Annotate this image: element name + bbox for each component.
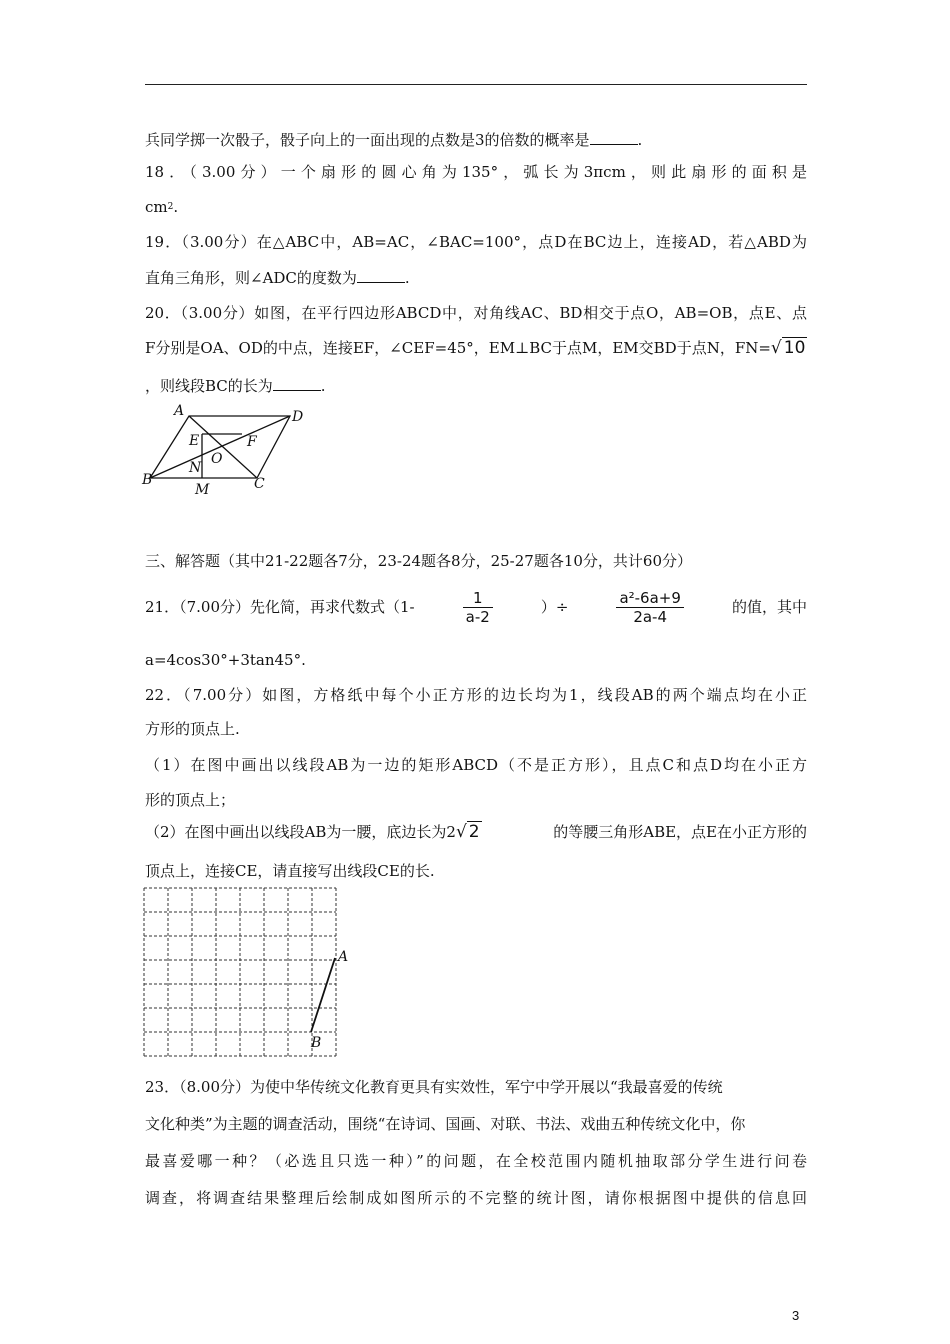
fraction-1: $\frac{1}{a-2}$ xyxy=(463,589,493,626)
segment-ab xyxy=(311,958,335,1032)
question-23-line3: 最喜爱哪一种？（必选且只选一种）”的问题，在全校范围内随机抽取部分学生进行问卷 xyxy=(145,1152,807,1170)
fraction-2: $\frac{\text{a²-6a+9}}{2a-4}$ xyxy=(616,589,683,626)
label-m: M xyxy=(195,482,210,498)
answer-blank xyxy=(590,130,638,145)
label-c: C xyxy=(254,476,265,492)
question-19-cont: 直角三角形，则∠ADC的度数为 . xyxy=(145,269,410,287)
question-18: 18．（3.00分）一个扇形的圆心角为135°，弧长为3πcm，则此扇形的面积是 xyxy=(145,163,807,181)
answer-blank xyxy=(273,376,321,391)
label-a: A xyxy=(174,403,185,419)
label-b: B xyxy=(142,472,153,488)
question-23: 23．（8.00分）为使中华传统文化教育更具有实效性，军宁中学开展以“我最喜爱的传统 xyxy=(145,1078,723,1096)
diagonal-bd xyxy=(150,416,290,478)
question-23-line2: 文化种类”为主题的调查活动，围绕“在诗词、国画、对联、书法、戏曲五种传统文化中，你 xyxy=(145,1115,746,1133)
answer-blank xyxy=(357,268,405,283)
label-b: B xyxy=(311,1035,322,1051)
line-q17-end: 兵同学掷一次骰子，骰子向上的一面出现的点数是3的倍数的概率是 . xyxy=(145,131,643,149)
header-rule xyxy=(145,84,807,85)
label-f: F xyxy=(247,434,257,450)
question-21: 21．（7.00分）先化简，再求代数式（1- $\frac{1}{a-2}$ ）÷ $\frac{\text{a²-6a+9}}{2a-4}$ 的值，其中 xyxy=(145,588,807,626)
question-22-part2-cont: 顶点上，连接CE，请直接写出线段CE的长. xyxy=(145,862,435,880)
question-22-part1-cont: 形的顶点上； xyxy=(145,791,236,809)
label-e: E xyxy=(189,433,200,449)
page-number: 3 xyxy=(792,1308,800,1323)
sqrt-symbol: √ 2 xyxy=(455,822,480,842)
section-3-heading: 三、解答题（其中21-22题各7分，23-24题各8分，25-27题各10分，共计60分） xyxy=(145,552,692,570)
question-18-unit: $cm^2$. xyxy=(145,198,179,216)
label-a: A xyxy=(338,949,349,965)
question-20-end: ，则线段BC的长为 . xyxy=(145,377,326,395)
question-20: 20．（3.00分）如图，在平行四边形ABCD中，对角线AC、BD相交于点O，AB=OB，点E、点 xyxy=(145,304,807,322)
question-22: 22．（7.00分）如图，方格纸中每个小正方形的边长均为1，线段AB的两个端点均在小正 xyxy=(145,686,807,704)
question-22-part1: （1）在图中画出以线段AB为一边的矩形ABCD（不是正方形），且点C和点D均在小正方 xyxy=(145,756,807,774)
parallelogram-figure xyxy=(138,400,308,500)
question-23-line4: 调查，将调查结果整理后绘制成如图所示的不完整的统计图，请你根据图中提供的信息回 xyxy=(145,1189,807,1207)
question-22-cont: 方形的顶点上. xyxy=(145,720,240,738)
sqrt-symbol: √ 10 xyxy=(770,338,806,358)
question-20-cont: F分别是OA、OD的中点，连接EF，∠CEF=45°，EM⊥BC于点M，EM交BD于点N，FN=√ 10 xyxy=(145,338,806,358)
label-d: D xyxy=(292,409,304,425)
label-n: N xyxy=(189,460,202,476)
question-22-part2: （2）在图中画出以线段AB为一腰，底边长为2√ 2 的等腰三角形ABE，点E在小正方形的 xyxy=(145,822,807,842)
question-19: 19．（3.00分）在△ABC中，AB=AC，∠BAC=100°，点D在BC边上，连接AD，若△ABD为 xyxy=(145,233,807,251)
grid-figure xyxy=(144,888,354,1058)
question-21-cont: a=4cos30°+3tan45°. xyxy=(145,651,306,669)
label-o: O xyxy=(211,451,223,467)
